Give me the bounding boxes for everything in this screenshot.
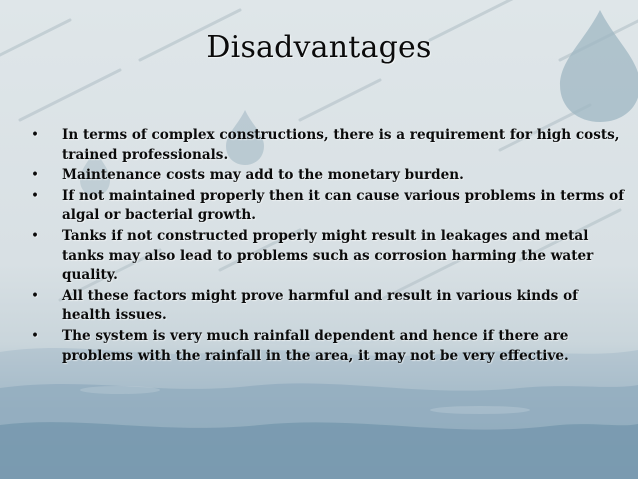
bullet-icon: • xyxy=(30,167,40,184)
bullet-icon: • xyxy=(30,127,40,143)
bullet-item xyxy=(28,327,628,366)
bullet-text: If not maintained properly then it can cause various problems in terms of algal or bacterial growth. xyxy=(62,187,625,224)
bullet-icon: • xyxy=(30,327,40,344)
bullet-text: Tanks if not constructed properly might result in leakages and metal tanks may also lead to problems such as corrosion harming the water quality. xyxy=(62,227,594,284)
bullet-icon: • xyxy=(30,187,40,204)
bullet-text: In terms of complex constructions, there is a requirement for high costs, trained professionals. xyxy=(62,127,620,163)
bullet-item xyxy=(28,126,628,165)
bullet-item xyxy=(28,187,628,226)
bullet-text: All these factors might prove harmful and result in various kinds of health issues. xyxy=(62,287,578,324)
bullet-icon: • xyxy=(30,287,40,304)
bullet-icon: • xyxy=(30,227,40,244)
bullet-text: The system is very much rainfall dependent and hence if there are problems with the rainfall in the area, it may not be very effective. xyxy=(62,327,569,364)
bullet-list xyxy=(28,126,628,367)
slide-title: Disadvantages xyxy=(206,30,432,65)
bullet-item xyxy=(28,227,628,286)
bullet-item xyxy=(28,287,628,326)
bullet-item xyxy=(28,166,628,186)
bullet-text: Maintenance costs may add to the monetary burden. xyxy=(62,167,464,184)
